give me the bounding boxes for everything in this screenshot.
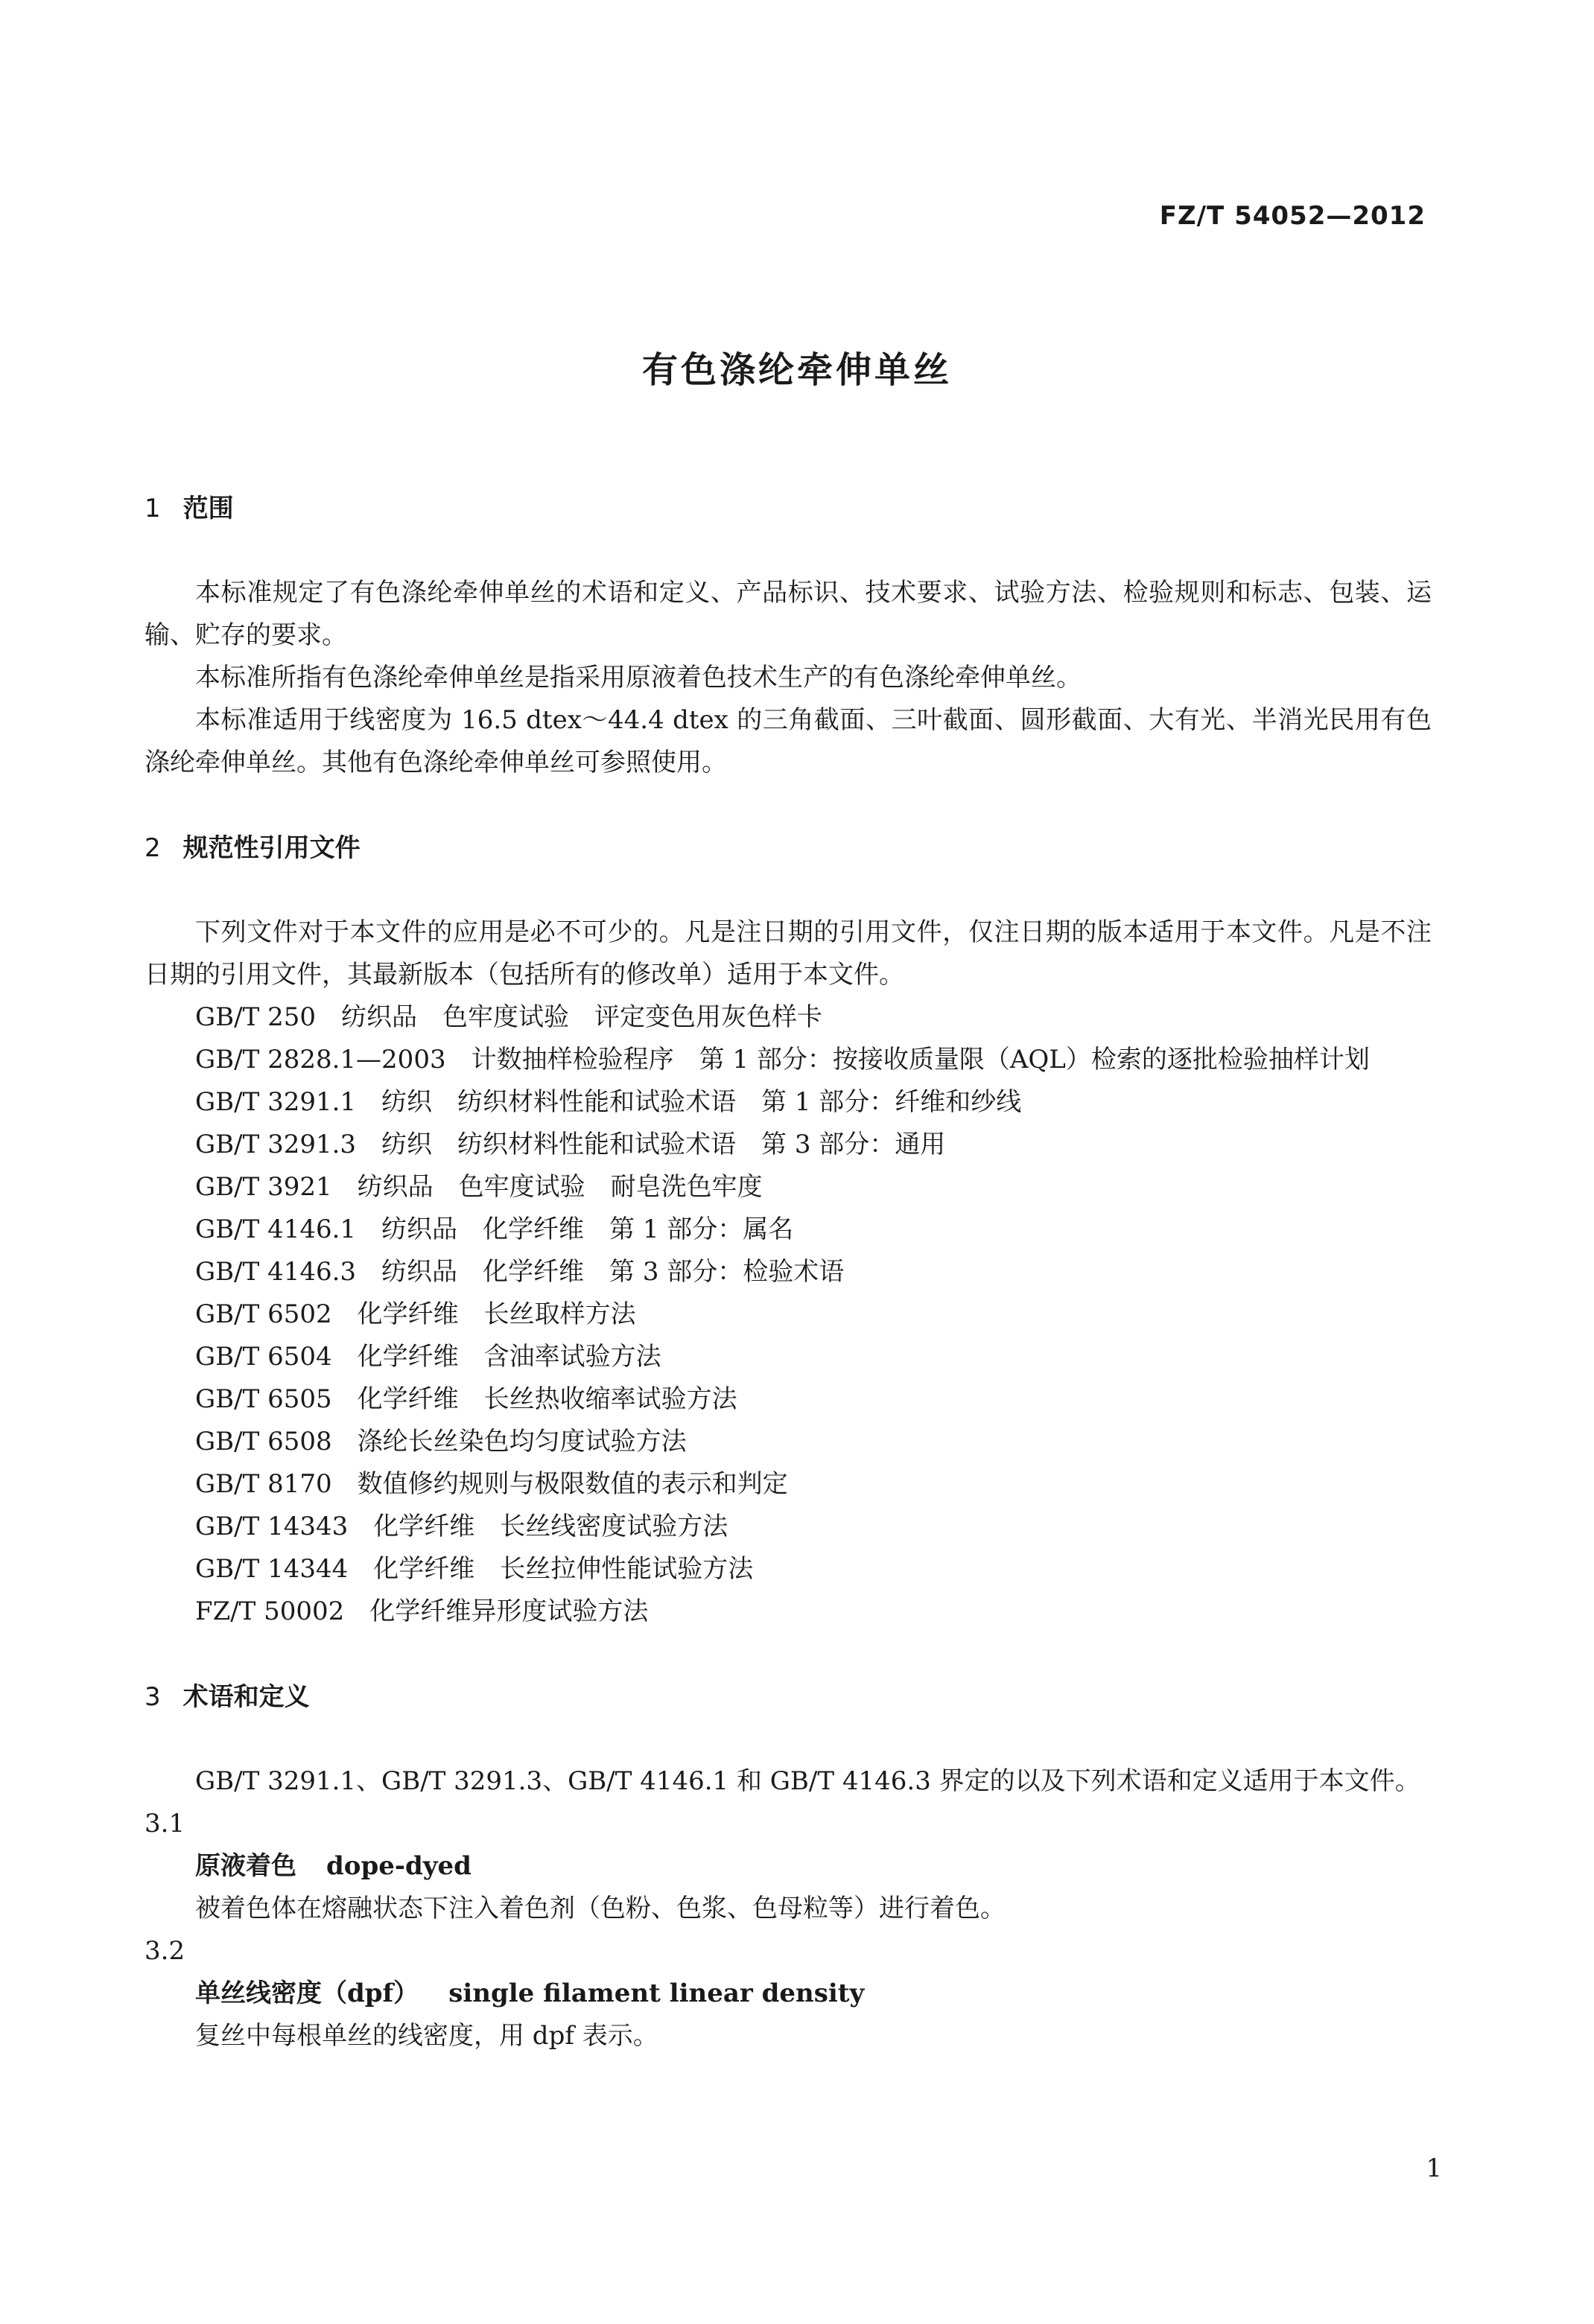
reference-item: FZ/T 50002 化学纤维异形度试验方法 [195, 1596, 649, 1626]
term-number: 3.1 [145, 1809, 185, 1838]
term-name-zh: 原液着色 [195, 1851, 296, 1881]
section-heading [145, 827, 1432, 870]
reference-item: GB/T 6508 涤纶长丝染色均匀度试验方法 [195, 1427, 687, 1457]
section-number: 2 [145, 833, 161, 863]
reference-item: GB/T 2828.1—2003 计数抽样检验程序 第 1 部分：按接收质量限（AQL）检索的逐批检验抽样计划 [195, 1045, 1370, 1075]
reference-item: GB/T 14343 化学纤维 长丝线密度试验方法 [195, 1512, 728, 1541]
section-title: 规范性引用文件 [182, 833, 361, 863]
reference-item: GB/T 4146.1 纺织品 化学纤维 第 1 部分：属名 [195, 1214, 794, 1244]
paragraph: GB/T 3291.1、GB/T 3291.3、GB/T 4146.1 和 GB/T 4146.3 界定的以及下列术语和定义适用于本文件。 [195, 1766, 1420, 1796]
reference-item: GB/T 3291.3 纺织 纺织材料性能和试验术语 第 3 部分：通用 [195, 1130, 946, 1159]
reference-item: GB/T 8170 数值修约规则与极限数值的表示和判定 [195, 1469, 788, 1499]
reference-item: GB/T 3921 纺织品 色牢度试验 耐皂洗色牢度 [195, 1172, 763, 1202]
paragraph: 本标准规定了有色涤纶牵伸单丝的术语和定义、产品标识、技术要求、试验方法、检验规则和标志、包装、运输、贮存的要求。 [145, 578, 1432, 650]
reference-item: GB/T 14344 化学纤维 长丝拉伸性能试验方法 [195, 1554, 754, 1584]
section-title: 术语和定义 [182, 1682, 310, 1712]
term-name-en: single filament linear density [448, 1978, 865, 2008]
reference-item: GB/T 4146.3 纺织品 化学纤维 第 3 部分：检验术语 [195, 1257, 845, 1287]
reference-item: GB/T 3291.1 纺织 纺织材料性能和试验术语 第 1 部分：纤维和纱线 [195, 1087, 1022, 1117]
document-title: 有色涤纶牵伸单丝 [641, 349, 952, 391]
section-heading [145, 488, 1432, 530]
paragraph: 下列文件对于本文件的应用是必不可少的。凡是注日期的引用文件，仅注日期的版本适用于本文件。凡是不注日期的引用文件，其最新版本（包括所有的修改单）适用于本文件。 [145, 917, 1432, 990]
term-name-zh: 单丝线密度（dpf） [195, 1978, 419, 2008]
section-number: 1 [145, 494, 161, 523]
section-heading [145, 1676, 1432, 1719]
term-name-en: dope-dyed [326, 1851, 471, 1881]
section-title: 范围 [182, 494, 234, 523]
reference-item: GB/T 6504 化学纤维 含油率试验方法 [195, 1342, 661, 1372]
reference-item: GB/T 6505 化学纤维 长丝热收缩率试验方法 [195, 1384, 737, 1414]
term-definition: 被着色体在熔融状态下注入着色剂（色粉、色浆、色母粒等）进行着色。 [195, 1894, 1006, 1923]
reference-item: GB/T 6502 化学纤维 长丝取样方法 [195, 1299, 636, 1329]
page-number: 1 [1426, 2153, 1442, 2183]
reference-item: GB/T 250 纺织品 色牢度试验 评定变色用灰色样卡 [195, 1002, 822, 1032]
paragraph: 本标准适用于线密度为 16.5 dtex～44.4 dtex 的三角截面、三叶截面、圆形截面、大有光、半消光民用有色涤纶牵伸单丝。其他有色涤纶牵伸单丝可参照使用。 [145, 705, 1432, 777]
term-definition: 复丝中每根单丝的线密度，用 dpf 表示。 [195, 2021, 658, 2051]
paragraph: 本标准所指有色涤纶牵伸单丝是指采用原液着色技术生产的有色涤纶牵伸单丝。 [195, 663, 1082, 693]
standard-code: FZ/T 54052—2012 [1159, 201, 1426, 231]
term-number: 3.2 [145, 1936, 185, 1966]
section-number: 3 [145, 1682, 161, 1712]
term-name [145, 1845, 1432, 1888]
document-body [145, 488, 1432, 2057]
term-name [145, 1973, 1432, 2015]
